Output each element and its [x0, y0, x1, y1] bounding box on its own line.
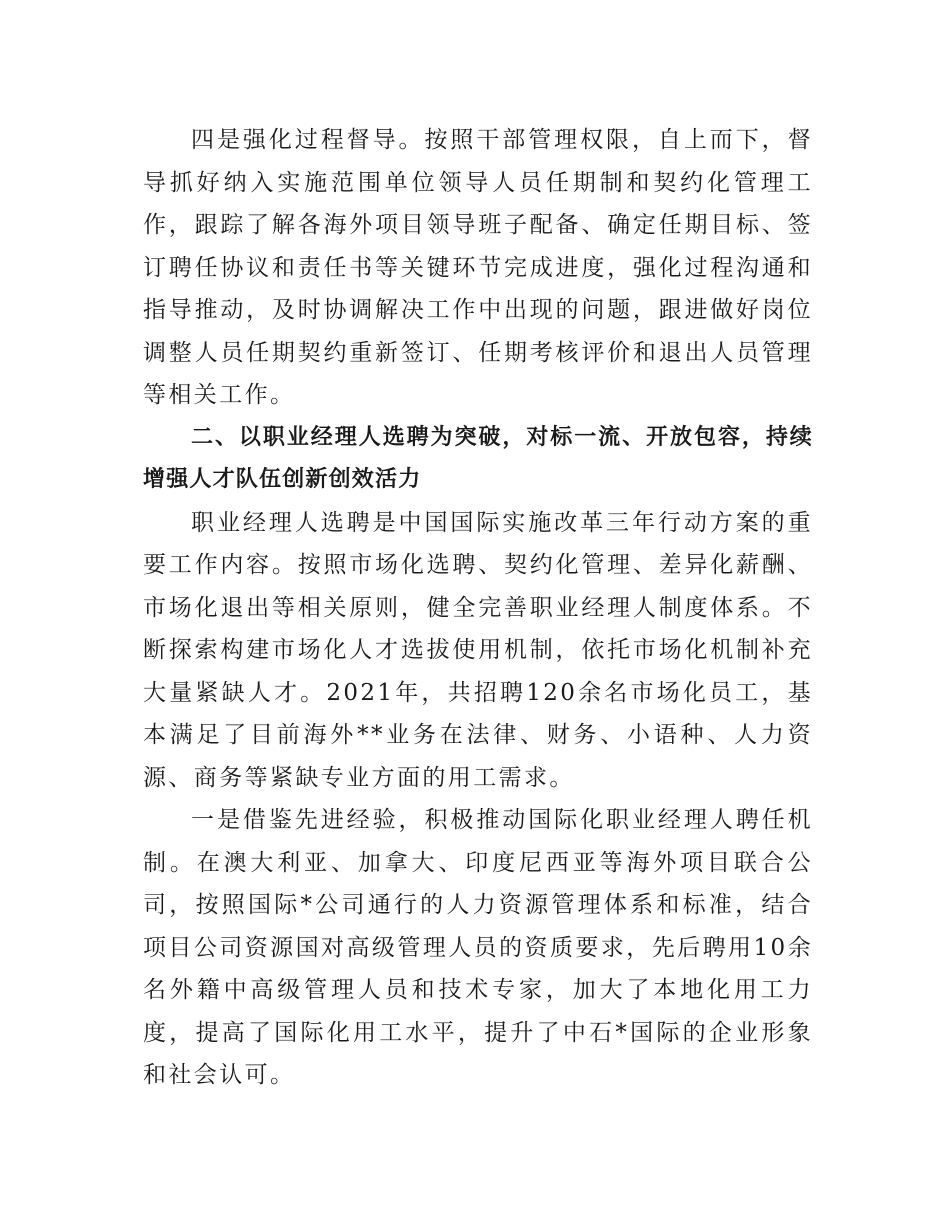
section-heading-professional-managers: 二、以职业经理人选聘为突破，对标一流、开放包容，持续增强人才队伍创新创效活力 [143, 424, 813, 492]
paragraph-international-mechanism: 一是借鉴先进经验，积极推动国际化职业经理人聘任机制。在澳大利亚、加拿大、印度尼西亚等海外项目联合公司，按照国际*公司通行的人力资源管理体系和标准，结合项目公司资源国对高级管理人员的资质要求，先后聘用10余名外籍中高级管理人员和技术专家，加大了本地化用工力度，提高了国际化用工水平，提升了中石*国际的企业形象和社会认可。 [143, 807, 813, 1088]
document-body [143, 119, 813, 1097]
paragraph-manager-selection: 职业经理人选聘是中国国际实施改革三年行动方案的重要工作内容。按照市场化选聘、契约化管理、差异化薪酬、市场化退出等相关原则，健全完善职业经理人制度体系。不断探索构建市场化人才选拔使用机制，依托市场化机制补充大量紧缺人才。2021年，共招聘120余名市场化员工，基本满足了目前海外**业务在法律、财务、小语种、人力资源、商务等紧缺专业方面的用工需求。 [143, 509, 813, 791]
paragraph-process-supervision: 四是强化过程督导。按照干部管理权限，自上而下，督导抓好纳入实施范围单位领导人员任期制和契约化管理工作，跟踪了解各海外项目领导班子配备、确定任期目标、签订聘任协议和责任书等关键环节完成进度，强化过程沟通和指导推动，及时协调解决工作中出现的问题，跟进做好岗位调整人员任期契约重新签订、任期考核评价和退出人员管理等相关工作。 [143, 127, 813, 408]
